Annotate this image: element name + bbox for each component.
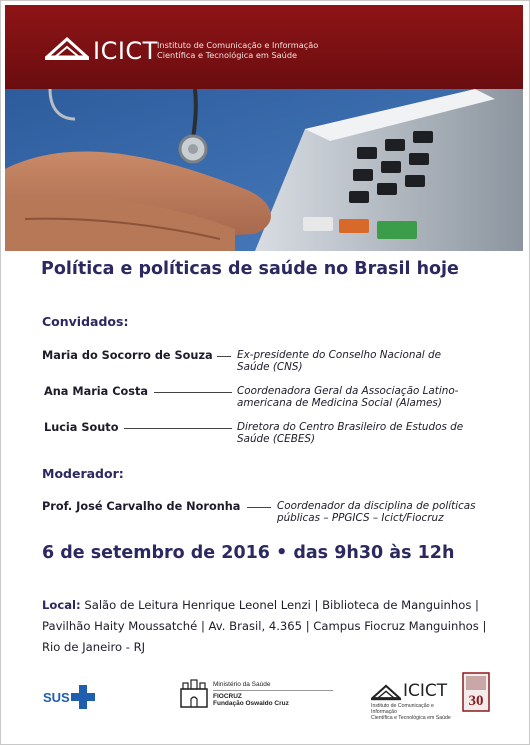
location-key: Local: — [42, 598, 81, 612]
guest-name-1: Maria do Socorro de Souza — [42, 349, 213, 362]
moderator-role-line1: Coordenador da disciplina de políticas — [277, 500, 476, 512]
event-title: Política e políticas de saúde no Brasil hoje — [41, 259, 459, 279]
guest-connector-2 — [154, 392, 232, 393]
ministry-text — [213, 681, 333, 707]
guest-name-2: Ana Maria Costa — [44, 385, 149, 398]
moderator-name: Prof. José Carvalho de Noronha — [42, 500, 241, 513]
icict-footer-tag1: Instituto de Comunicação e Informação — [371, 703, 434, 715]
thirty-years-badge — [462, 672, 490, 716]
guest-role-2 — [237, 385, 497, 409]
guests-label: Convidados: — [42, 314, 129, 329]
location-line3: Rio de Janeiro - RJ — [42, 640, 146, 654]
sus-logo — [43, 683, 101, 715]
location-line1-text: Salão de Leitura Henrique Leonel Lenzi | Biblioteca de Manguinhos | — [84, 598, 479, 612]
event-location — [42, 595, 502, 658]
fiocruz-castle-icon — [179, 679, 209, 709]
moderator-label: Moderador: — [42, 466, 124, 481]
icict-footer-text: ICICT — [403, 681, 448, 701]
anniversary-badge-icon — [462, 672, 490, 712]
header-photo — [5, 89, 523, 251]
location-line2: Pavilhão Haity Moussatché | Av. Brasil, 4.365 | Campus Fiocruz Manguinhos | — [42, 619, 487, 633]
icict-logo-icon — [45, 35, 89, 61]
icict-footer-tagline — [371, 703, 455, 721]
ministry-line1: Ministério da Saúde — [213, 681, 271, 688]
ministry-line2: FIOCRUZ — [213, 693, 242, 700]
moderator-role — [277, 500, 497, 524]
guest-connector-3 — [124, 428, 232, 429]
anniversary-text: 30 — [468, 693, 484, 709]
moderator-connector — [247, 507, 271, 508]
header-tagline-line1: Instituto de Comunicação e Informação — [157, 40, 319, 50]
guest-name-3: Lucia Souto — [44, 421, 119, 434]
header-logo-text: ICICT — [93, 37, 158, 65]
sus-logo-text: SUS — [43, 690, 70, 705]
guest-connector-1 — [217, 356, 231, 357]
header-tagline — [157, 40, 318, 60]
moderator-role-line2: públicas – PPGICS – Icict/Fiocruz — [277, 512, 444, 524]
icict-footer-tag2: Científica e Tecnológica em Saúde — [371, 715, 451, 721]
event-date: 6 de setembro de 2016 • das 9h30 às 12h — [42, 543, 455, 563]
guest-role-1 — [237, 349, 487, 373]
icict-footer-logo-icon — [371, 683, 401, 701]
sus-logo-icon — [43, 683, 101, 711]
guest-role-3 — [237, 421, 497, 445]
guest-role-3-line2: Saúde (CEBES) — [237, 433, 316, 445]
location-line1 — [42, 595, 502, 616]
ministry-divider — [213, 690, 333, 691]
ministry-line3: Fundação Oswaldo Cruz — [213, 700, 289, 707]
guest-role-2-line1: Coordenadora Geral da Associação Latino- — [237, 385, 459, 397]
header-tagline-line2: Científica e Tecnológica em Saúde — [157, 50, 298, 60]
guest-role-1-line2: Saúde (CNS) — [237, 361, 303, 373]
guest-role-3-line1: Diretora do Centro Brasileiro de Estudos de — [237, 421, 464, 433]
guest-role-2-line2: americana de Medicina Social (Alames) — [237, 397, 442, 409]
guest-role-1-line1: Ex-presidente do Conselho Nacional de — [237, 349, 441, 361]
header-band — [5, 5, 523, 89]
